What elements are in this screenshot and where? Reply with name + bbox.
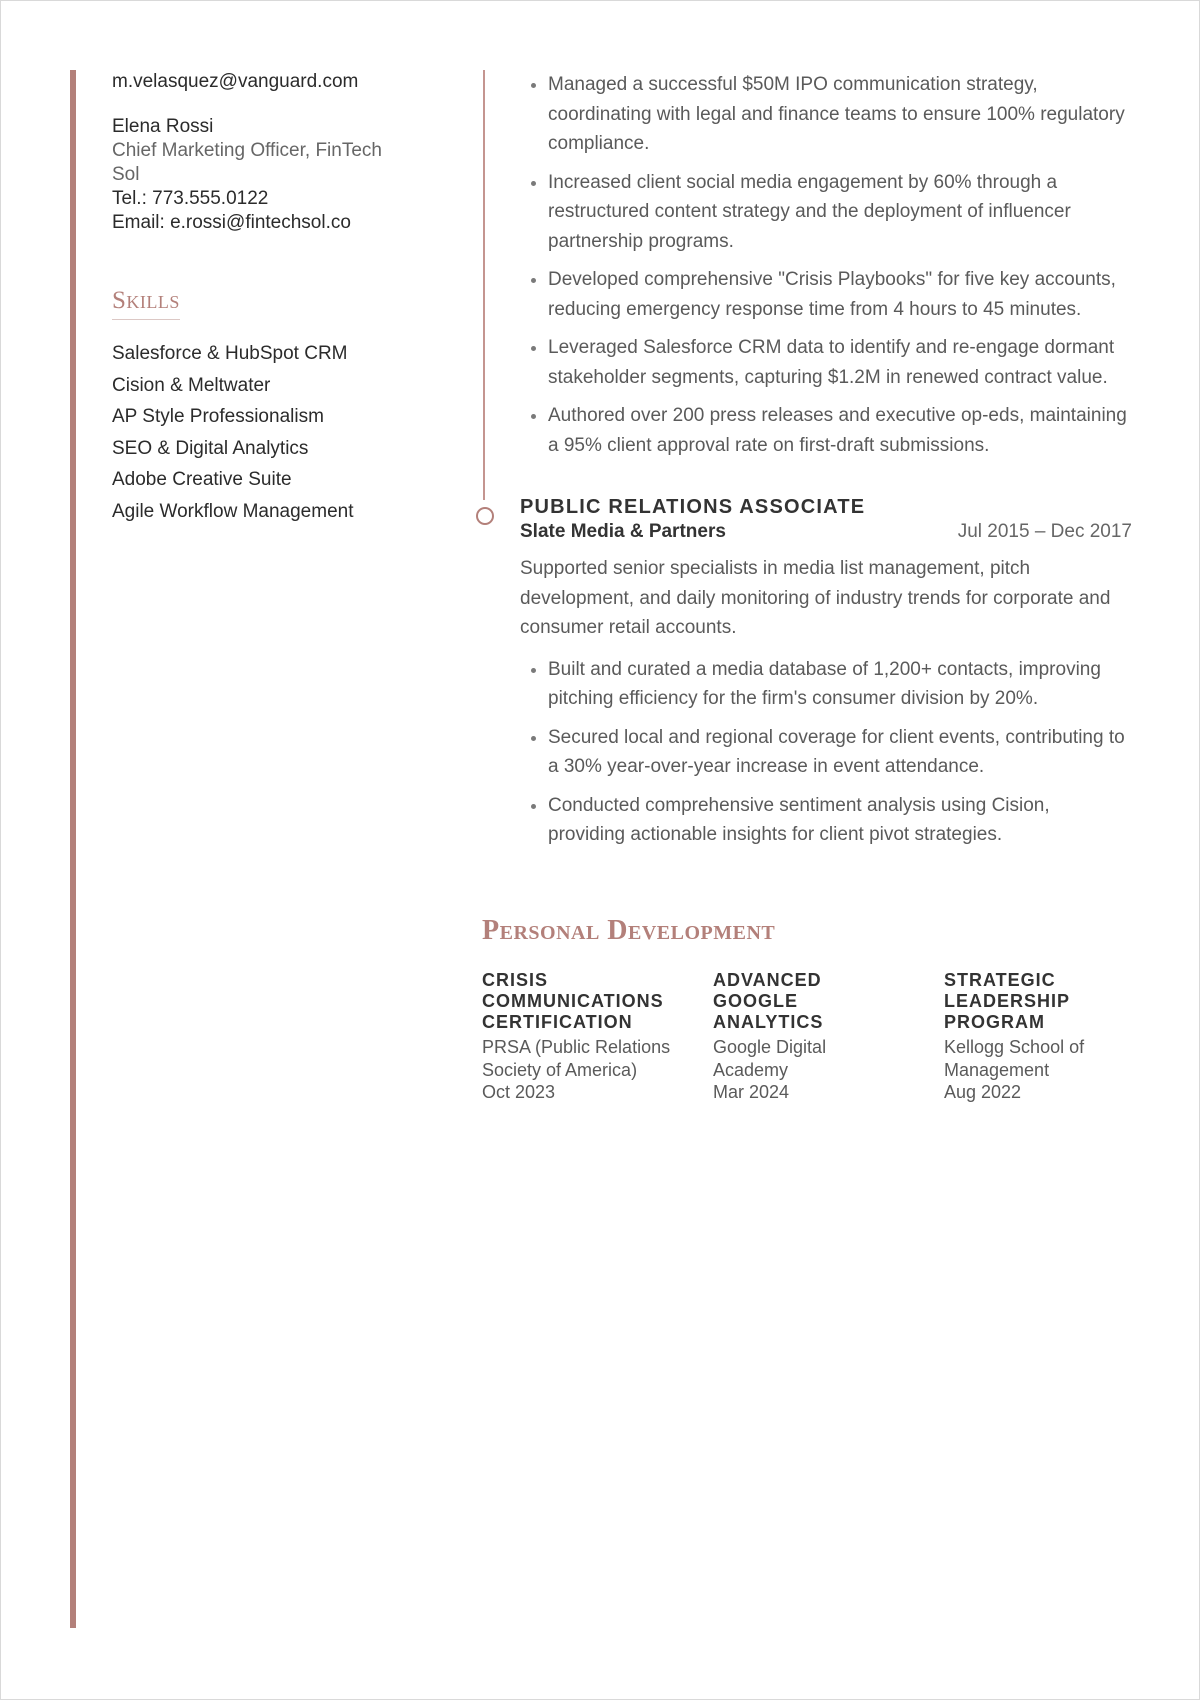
timeline-dot-icon	[476, 507, 494, 525]
personal-development-grid	[482, 970, 1182, 1104]
experience-column	[520, 70, 1132, 859]
job-company: Slate Media & Partners	[520, 521, 726, 542]
pd-item-date: Aug 2022	[944, 1082, 1022, 1102]
pd-item-org: Google Digital Academy	[713, 1037, 827, 1080]
bullet-item: • Developed comprehensive "Crisis Playbooks" for five key accounts, reducing emergency response time from 4 hours to 45 minutes.	[548, 265, 1132, 324]
skill-item: Cision & Meltwater	[112, 374, 271, 396]
bullet-item: • Secured local and regional coverage for client events, contributing to a 30% year-over-year increase in event attendance.	[548, 723, 1132, 782]
pd-item	[713, 970, 944, 1104]
job-bullets	[520, 655, 1132, 850]
job-meta	[520, 520, 1132, 544]
skill-item: AP Style Professionalism	[112, 406, 324, 427]
pd-item-title: ADVANCED GOOGLE ANALYTICS	[713, 970, 824, 1032]
bullet-item: • Authored over 200 press releases and executive op-eds, maintaining a 95% client approval rate on first-draft submissions.	[548, 401, 1132, 460]
pd-item-date: Oct 2023	[482, 1082, 556, 1102]
skills-list	[112, 338, 412, 527]
bullet-item: • Increased client social media engagement by 60% through a restructured content strategy and the deployment of influencer partnership programs.	[548, 168, 1132, 257]
pd-item	[482, 970, 713, 1104]
pd-item-org: Kellogg School of Management	[944, 1037, 1085, 1080]
skill-item: Adobe Creative Suite	[112, 469, 292, 490]
skill-item: Agile Workflow Management	[112, 500, 354, 522]
reference-name: Elena Rossi	[112, 116, 214, 137]
timeline-line	[483, 70, 485, 500]
personal-development-heading: Personal Development	[482, 915, 776, 946]
pd-item-date: Mar 2024	[713, 1082, 790, 1102]
left-accent-bar	[70, 70, 76, 1628]
skill-item: SEO & Digital Analytics	[112, 437, 309, 459]
previous-job-bullets	[520, 70, 1132, 460]
left-column	[112, 70, 412, 527]
pd-item	[944, 970, 1175, 1104]
reference-title-line1: Chief Marketing Officer, FinTech	[112, 140, 382, 161]
job-summary: Supported senior specialists in media list management, pitch development, and daily monitoring of industry trends for corporate and consumer retail accounts.	[520, 558, 1111, 638]
reference-prev-email: m.velasquez@vanguard.com	[112, 71, 359, 92]
job-dates: Jul 2015 – Dec 2017	[957, 521, 1132, 542]
reference-phone: Tel.: 773.555.0122	[112, 188, 269, 209]
skill-item: Salesforce & HubSpot CRM	[112, 343, 348, 364]
skills-heading: Skills	[112, 289, 180, 320]
bullet-item: • Conducted comprehensive sentiment analysis using Cision, providing actionable insights for client pivot strategies.	[548, 791, 1132, 850]
job-title: PUBLIC RELATIONS ASSOCIATE	[520, 496, 866, 518]
personal-development-section	[482, 914, 1182, 1104]
bullet-item: • Leveraged Salesforce CRM data to identify and re-engage dormant stakeholder segments, capturing $1.2M in renewed contract value.	[548, 333, 1132, 392]
bullet-item: • Managed a successful $50M IPO communication strategy, coordinating with legal and finance teams to ensure 100% regulatory compliance.	[548, 70, 1132, 159]
pd-item-title: CRISIS COMMUNICATIONS CERTIFICATION	[482, 970, 664, 1032]
reference-title-line2: Sol	[112, 164, 140, 185]
reference-email: Email: e.rossi@fintechsol.co	[112, 212, 351, 233]
pd-item-org: PRSA (Public Relations Society of America)	[482, 1037, 671, 1080]
reference-title	[112, 139, 412, 187]
job-entry	[520, 494, 1132, 850]
pd-item-title: STRATEGIC LEADERSHIP PROGRAM	[944, 970, 1070, 1032]
bullet-item: • Built and curated a media database of 1,200+ contacts, improving pitching efficiency for the firm's consumer division by 20%.	[548, 655, 1132, 714]
